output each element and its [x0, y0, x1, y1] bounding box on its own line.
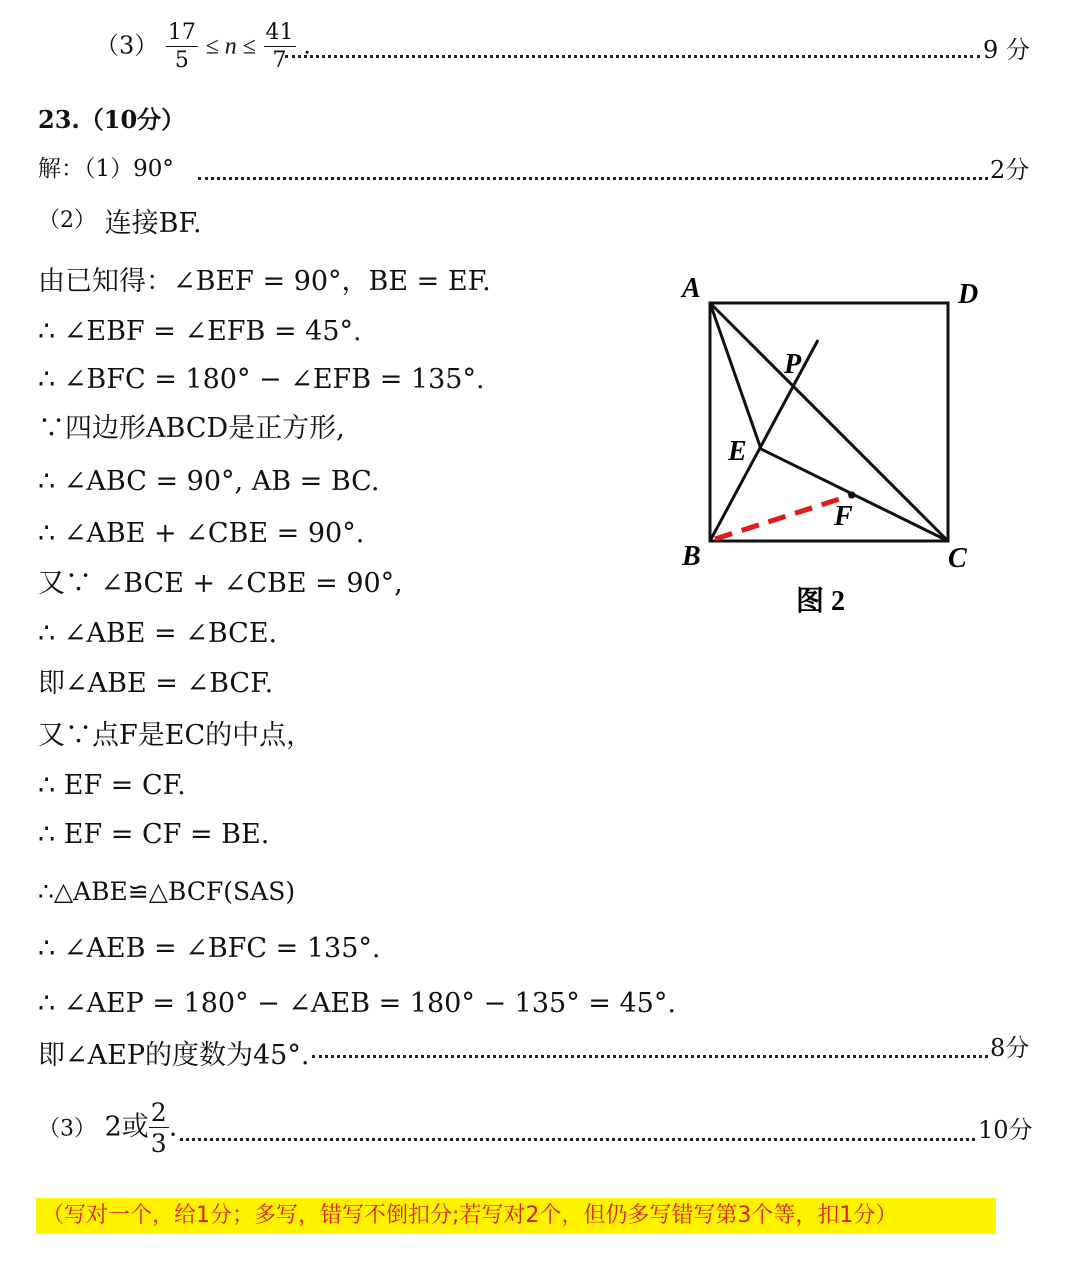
proof-step: ∴ ∠ABE = ∠BCE. — [38, 618, 278, 649]
part3-label: （3） — [38, 1116, 96, 1142]
label-e: E — [728, 436, 747, 467]
score-9: 9 分 — [983, 36, 1030, 64]
proof-step: ∴ ∠BFC = 180° − ∠EFB = 135°. — [38, 364, 485, 395]
q22-part3-label: （3） — [95, 31, 159, 60]
frac-num: 2 — [150, 1098, 167, 1127]
proof-step: ∴ EF = CF = BE. — [38, 819, 270, 850]
segment-bf-dashed — [715, 495, 852, 539]
diagonal-ac — [710, 303, 948, 541]
fraction-41-7 — [264, 22, 296, 72]
label-p: P — [784, 349, 802, 380]
dotted-leader — [198, 177, 988, 180]
part2-intro-line — [38, 210, 202, 237]
score-10: 10分 — [978, 1116, 1033, 1144]
proof-step: 又∵点F是EC的中点， — [38, 720, 314, 751]
frac-num: 41 — [265, 20, 294, 45]
grading-note: （写对一个，给1分；多写，错写不倒扣分;若写对2个，但仍多写错写第3个等，扣1分） — [36, 1198, 996, 1234]
fraction-17-5 — [166, 22, 198, 72]
proof-step: ∴ ∠ABC = 90°, AB = BC. — [38, 466, 380, 497]
part3-line — [38, 1100, 177, 1156]
part1-answer: 解：（1）90° — [38, 156, 174, 182]
proof-step: 即∠ABE = ∠BCF. — [38, 668, 274, 699]
label-d: D — [958, 279, 979, 310]
point-f-dot — [849, 492, 856, 499]
label-f: F — [834, 501, 853, 532]
proof-step: ∴ ∠AEP = 180° − ∠AEB = 180° − 135° = 45°. — [38, 988, 676, 1019]
proof-step: 又∵ ∠BCE + ∠CBE = 90°, — [38, 568, 403, 599]
label-a: A — [682, 273, 701, 304]
frac-den: 5 — [174, 48, 189, 73]
dotted-leader — [312, 1055, 988, 1058]
question-header: 23.（10分） — [38, 105, 186, 134]
proof-step: ∴ ∠AEB = ∠BFC = 135°. — [38, 933, 381, 964]
segment-ae — [710, 303, 761, 449]
dotted-leader — [285, 55, 980, 58]
part2-intro: 连接BF. — [104, 208, 202, 239]
geometry-figure — [660, 265, 1000, 625]
part2-label: （2） — [38, 208, 96, 233]
dotted-leader — [180, 1138, 975, 1141]
figure-caption: 图 2 — [796, 586, 846, 617]
frac-num: 17 — [167, 20, 196, 45]
suffix: . — [303, 31, 311, 60]
proof-step: 由已知得：∠BEF = 90°，BE = EF. — [38, 266, 491, 297]
q22-part3-line — [95, 22, 311, 72]
score-2: 2分 — [990, 156, 1030, 184]
label-b: B — [682, 541, 701, 572]
inequality: ≤ n ≤ — [205, 33, 256, 60]
proof-step: ∴ ∠ABE + ∠CBE = 90°. — [38, 518, 365, 549]
proof-step: ∴ ∠EBF = ∠EFB = 45°. — [38, 316, 362, 347]
conclusion: 即∠AEP的度数为45°. — [38, 1040, 310, 1071]
frac-den: 3 — [150, 1129, 167, 1158]
proof-step: ∵四边形ABCD是正方形, — [38, 413, 345, 444]
suffix: . — [168, 1111, 178, 1143]
score-8: 8分 — [990, 1034, 1030, 1062]
proof-step: ∴ EF = CF. — [38, 770, 186, 801]
frac-den: 7 — [272, 48, 287, 73]
proof-step: ∴△ABE≌△BCF(SAS) — [38, 877, 296, 906]
label-c: C — [948, 543, 967, 574]
part3-value: 2或 — [104, 1111, 149, 1143]
fraction-2-3 — [149, 1100, 169, 1156]
